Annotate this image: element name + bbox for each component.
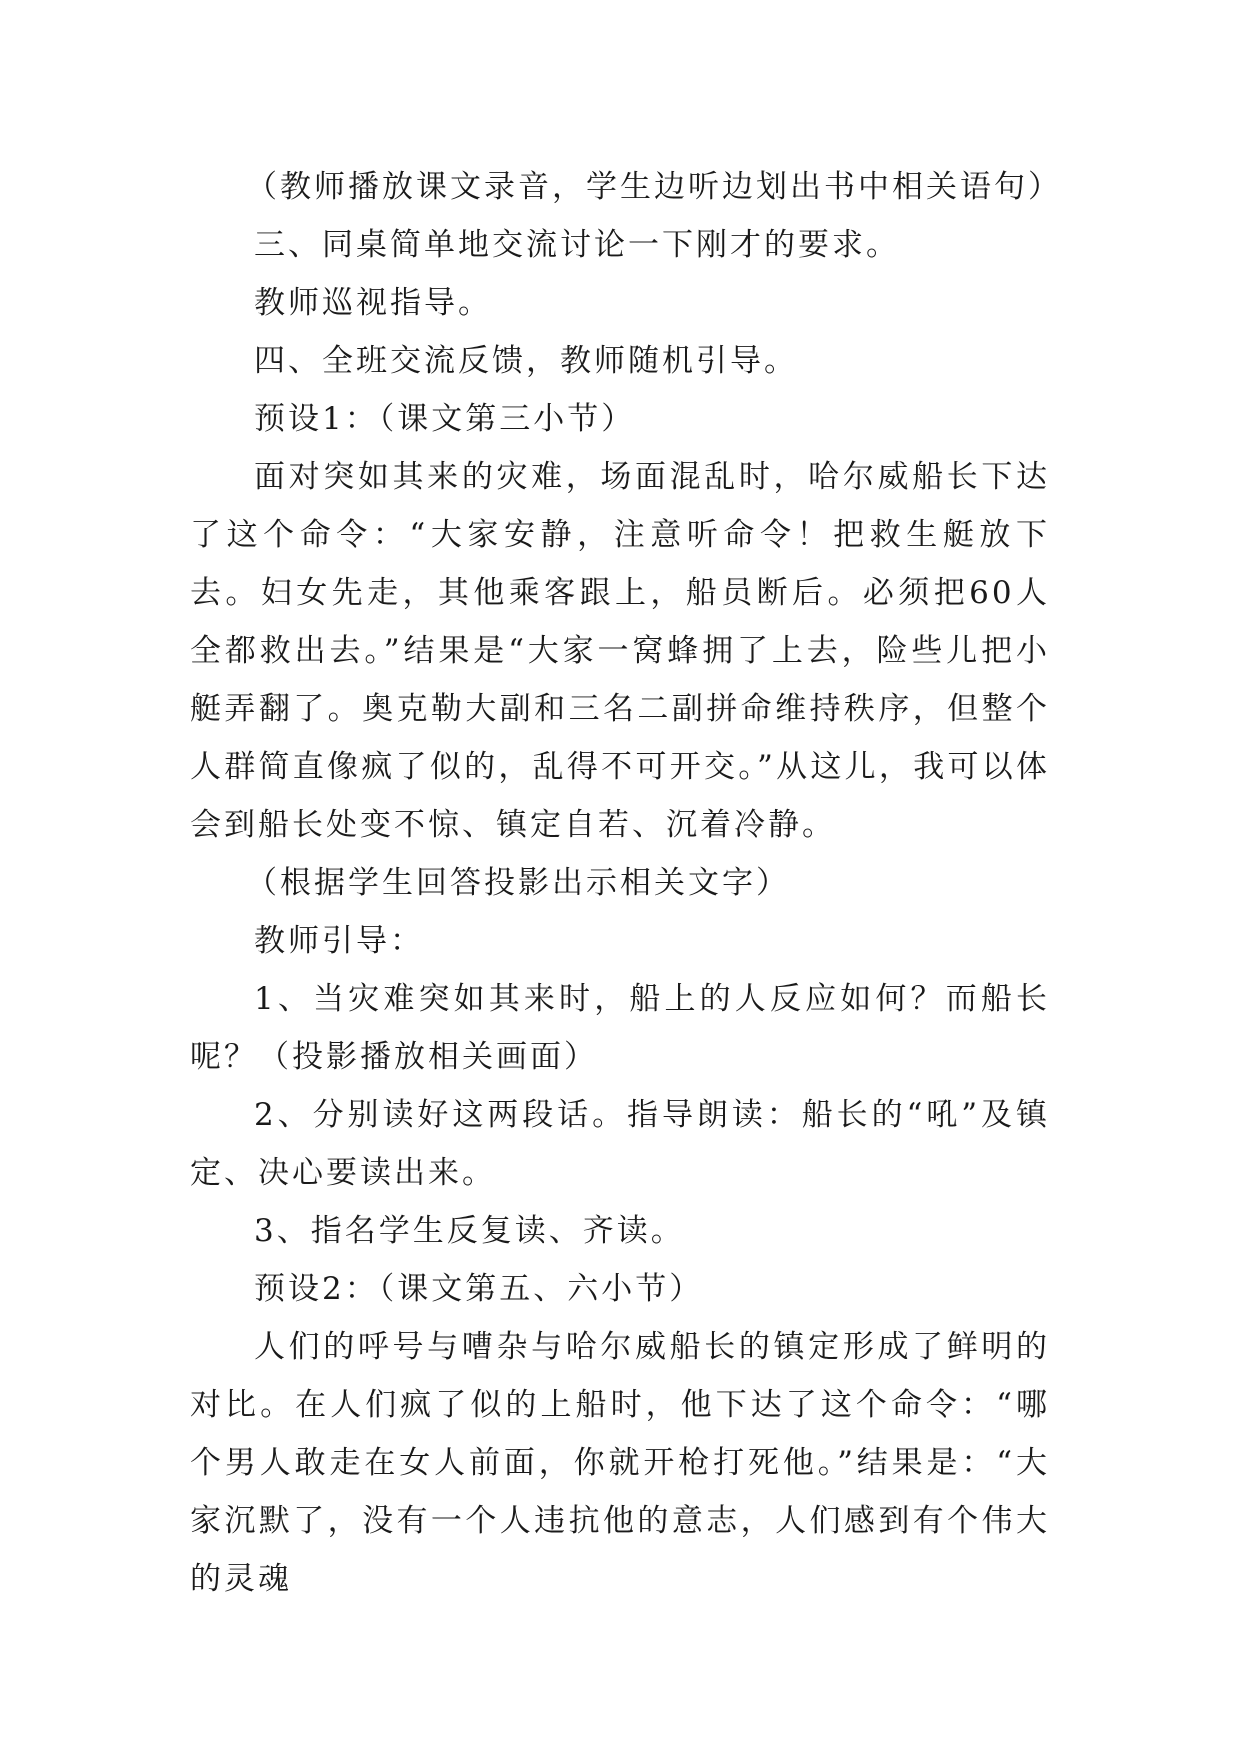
paragraph-teacher-patrol: 教师巡视指导。 <box>254 285 492 321</box>
paragraph-teacher-plays-recording: （教师播放课文录音，学生边听边划出书中相关语句） <box>246 169 1062 205</box>
paragraph-preset-one-body: 面对突如其来的灾难，场面混乱时，哈尔威船长下达了这个命令：“大家安静，注意听命令！把救生艇放下去。妇女先走，其他乘客跟上，船员断后。必须把60人全都救出去。”结果是“大家一窝蜂拥了上去，险些儿把小艇弄翻了。奥克勒大副和三名二副拼命维持秩序，但整个人群简直像疯了似的，乱得不可开交。”从这儿，我可以体会到船长处变不惊、镇定自若、沉着冷静。 <box>190 459 1050 843</box>
paragraph-teacher-guidance: 教师引导： <box>254 923 424 959</box>
paragraph-preset-one-heading: 预设1：（课文第三小节） <box>254 401 636 437</box>
paragraph-show-related-text: （根据学生回答投影出示相关文字） <box>246 865 790 901</box>
paragraph-guidance-item-2: 2、分别读好这两段话。指导朗读：船长的“吼”及镇定、决心要读出来。 <box>190 1097 1050 1191</box>
paragraph-step-three: 三、同桌简单地交流讨论一下刚才的要求。 <box>254 227 900 263</box>
paragraph-preset-two-body: 人们的呼号与嘈杂与哈尔威船长的镇定形成了鲜明的对比。在人们疯了似的上船时，他下达了这个命令：“哪个男人敢走在女人前面，你就开枪打死他。”结果是：“大家沉默了，没有一个人违抗他的意志，人们感到有个伟大的灵魂 <box>190 1329 1050 1597</box>
paragraph-guidance-item-1: 1、当灾难突如其来时，船上的人反应如何？而船长呢？（投影播放相关画面） <box>190 981 1050 1075</box>
document-body <box>190 158 1062 1608</box>
paragraph-guidance-item-3: 3、指名学生反复读、齐读。 <box>254 1213 685 1249</box>
paragraph-step-four: 四、全班交流反馈，教师随机引导。 <box>254 343 798 379</box>
paragraph-preset-two-heading: 预设2：（课文第五、六小节） <box>254 1271 704 1307</box>
